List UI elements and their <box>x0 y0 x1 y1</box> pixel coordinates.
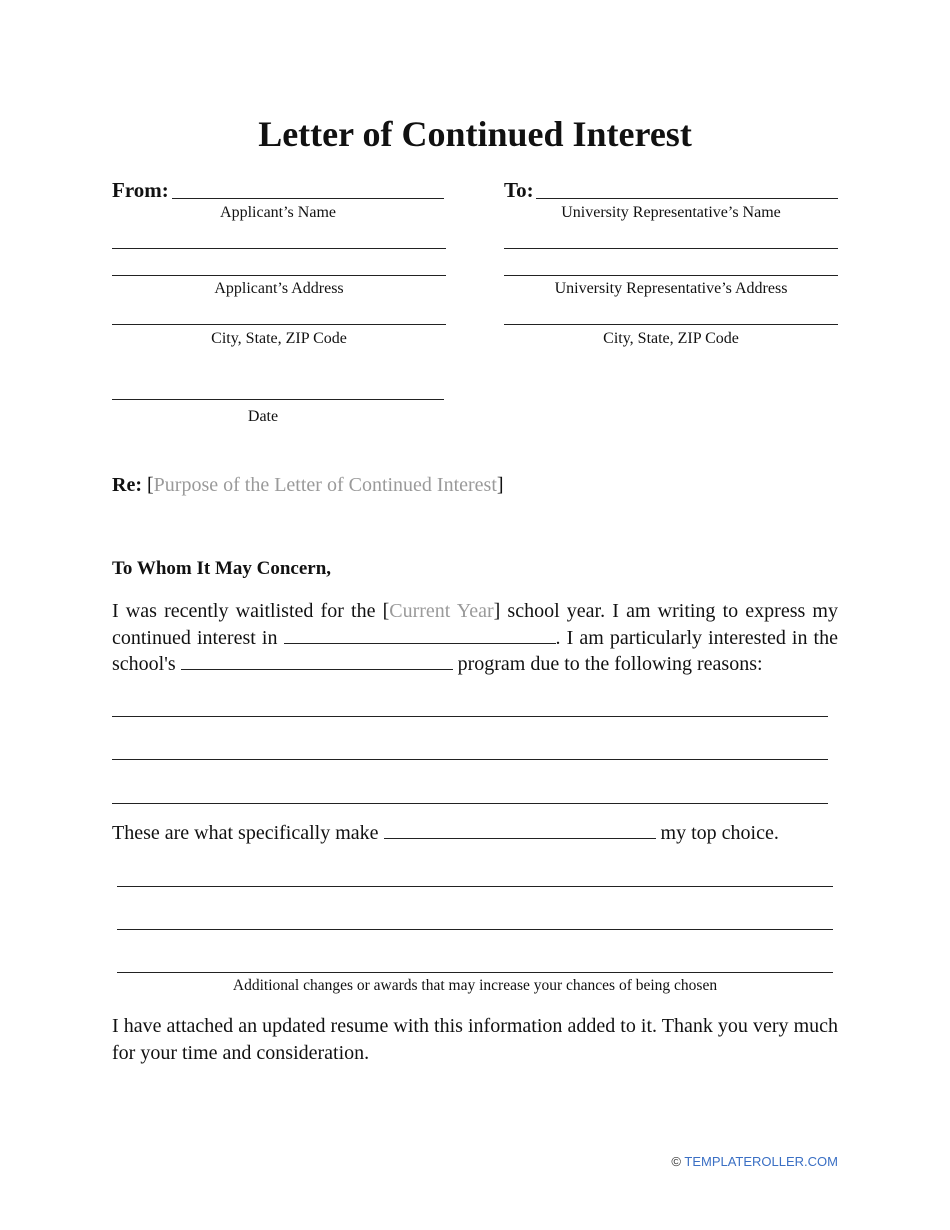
representative-address-caption: University Representative’s Address <box>554 280 788 297</box>
para2-text-a: These are what specifically make <box>112 822 384 844</box>
para1-text-d: program due to the following reasons: <box>452 653 763 675</box>
re-line <box>112 473 504 497</box>
reason-line-2[interactable] <box>112 759 828 760</box>
applicant-name-line[interactable] <box>172 198 444 199</box>
applicant-city-caption: City, State, ZIP Code <box>211 330 347 347</box>
top-choice-paragraph <box>112 820 779 846</box>
from-label: From: <box>112 178 169 202</box>
representative-address-line-2[interactable] <box>504 275 838 276</box>
representative-city-line[interactable] <box>504 324 838 325</box>
current-year-placeholder[interactable]: Current Year <box>389 600 494 622</box>
additional-line-2[interactable] <box>117 929 833 930</box>
templateroller-link[interactable]: TEMPLATEROLLER.COM <box>684 1154 838 1169</box>
to-label: To: <box>504 178 534 202</box>
reason-line-3[interactable] <box>112 803 828 804</box>
re-open-bracket: [ <box>146 474 154 496</box>
para2-text-b: my top choice. <box>655 822 779 844</box>
applicant-name-caption: Applicant’s Name <box>220 204 336 221</box>
program-name-blank[interactable] <box>181 651 453 670</box>
representative-name-caption: University Representative’s Name <box>561 204 781 221</box>
document-title: Letter of Continued Interest <box>258 114 692 154</box>
re-close-bracket: ] <box>496 474 504 496</box>
re-purpose-placeholder[interactable]: Purpose of the Letter of Continued Interest <box>153 474 497 496</box>
additional-line-1[interactable] <box>117 886 833 887</box>
para1-text-c: . I am particularly interested in the school's <box>112 626 838 675</box>
representative-city-caption: City, State, ZIP Code <box>603 330 739 347</box>
date-line[interactable] <box>112 399 444 400</box>
para1-text-a: I was recently waitlisted for the [ <box>112 600 390 622</box>
closing-paragraph: I have attached an updated resume with this information added to it. Thank you very much for your time and consideration. <box>112 1015 838 1064</box>
representative-address-line-1[interactable] <box>504 248 838 249</box>
salutation: To Whom It May Concern, <box>112 558 332 579</box>
school-name-blank[interactable] <box>284 625 556 644</box>
representative-name-line[interactable] <box>536 198 838 199</box>
top-choice-school-blank[interactable] <box>384 820 656 839</box>
footer <box>671 1154 838 1169</box>
applicant-city-line[interactable] <box>112 324 446 325</box>
additional-line-3[interactable] <box>117 972 833 973</box>
additional-caption: Additional changes or awards that may increase your chances of being chosen <box>232 977 718 994</box>
date-caption: Date <box>247 408 279 425</box>
applicant-address-line-1[interactable] <box>112 248 446 249</box>
para1-text-b: ] school year. I am writing to express my continued interest in <box>112 600 838 649</box>
reason-line-1[interactable] <box>112 716 828 717</box>
applicant-address-line-2[interactable] <box>112 275 446 276</box>
waitlist-paragraph <box>112 598 838 678</box>
copyright-icon: © <box>671 1154 681 1169</box>
applicant-address-caption: Applicant’s Address <box>214 280 344 297</box>
re-label: Re: <box>112 474 142 496</box>
